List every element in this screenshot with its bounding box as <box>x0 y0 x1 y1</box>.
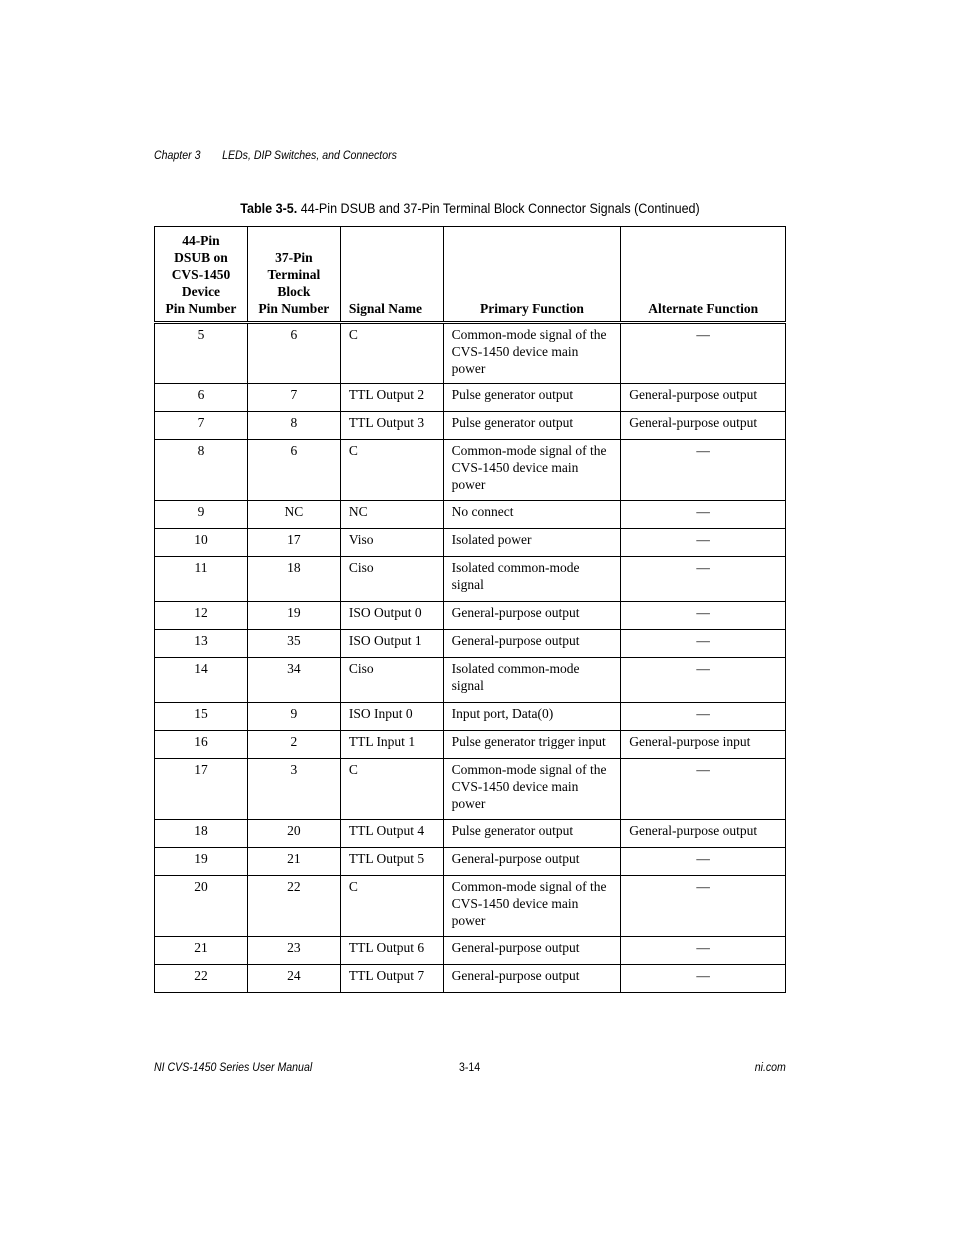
header-dsub-pin <box>155 227 248 323</box>
cell-primary-function: Pulse generator output <box>443 820 621 848</box>
cell-dsub-pin: 16 <box>155 731 248 759</box>
header-alternate-function <box>621 227 786 323</box>
table-header-row <box>155 227 786 323</box>
cell-terminal-pin: 8 <box>247 412 340 440</box>
cell-alternate-function: — <box>621 965 786 993</box>
header-line: Block <box>277 284 311 299</box>
table-row <box>155 323 786 384</box>
cell-alternate-function: General-purpose output <box>621 412 786 440</box>
cell-dsub-pin: 20 <box>155 876 248 937</box>
cell-alternate-function: — <box>621 323 786 384</box>
chapter-label: Chapter 3 <box>154 150 201 162</box>
table-row <box>155 501 786 529</box>
cell-alternate-function: — <box>621 630 786 658</box>
cell-signal-name: C <box>340 759 443 820</box>
cell-dsub-pin: 12 <box>155 602 248 630</box>
table-row <box>155 703 786 731</box>
table-body <box>155 323 786 993</box>
cell-terminal-pin: 18 <box>247 557 340 602</box>
cell-terminal-pin: 19 <box>247 602 340 630</box>
footer-manual-title: NI CVS-1450 Series User Manual <box>154 1062 313 1074</box>
cell-primary-function: Pulse generator output <box>443 412 621 440</box>
cell-dsub-pin: 14 <box>155 658 248 703</box>
cell-alternate-function: — <box>621 703 786 731</box>
cell-dsub-pin: 11 <box>155 557 248 602</box>
cell-terminal-pin: 35 <box>247 630 340 658</box>
cell-signal-name: TTL Output 4 <box>340 820 443 848</box>
cell-primary-function: Common-mode signal of the CVS-1450 device main power <box>443 440 621 501</box>
header-line: 37-Pin <box>275 250 313 265</box>
cell-signal-name: Ciso <box>340 658 443 703</box>
header-line: Primary Function <box>480 301 584 316</box>
table-row <box>155 937 786 965</box>
cell-alternate-function: — <box>621 501 786 529</box>
cell-signal-name: TTL Output 2 <box>340 384 443 412</box>
cell-alternate-function: — <box>621 529 786 557</box>
cell-dsub-pin: 19 <box>155 848 248 876</box>
header-line: Alternate Function <box>648 301 759 316</box>
cell-terminal-pin: 3 <box>247 759 340 820</box>
table-row <box>155 658 786 703</box>
cell-signal-name: C <box>340 876 443 937</box>
header-signal-name <box>340 227 443 323</box>
table-row <box>155 965 786 993</box>
table-caption-label: Table 3-5. <box>240 201 298 216</box>
cell-alternate-function: — <box>621 440 786 501</box>
cell-dsub-pin: 6 <box>155 384 248 412</box>
cell-signal-name: ISO Output 1 <box>340 630 443 658</box>
cell-dsub-pin: 17 <box>155 759 248 820</box>
cell-signal-name: C <box>340 323 443 384</box>
cell-terminal-pin: 23 <box>247 937 340 965</box>
cell-signal-name: TTL Output 7 <box>340 965 443 993</box>
cell-terminal-pin: 22 <box>247 876 340 937</box>
cell-alternate-function: — <box>621 876 786 937</box>
cell-signal-name: TTL Output 6 <box>340 937 443 965</box>
cell-signal-name: Viso <box>340 529 443 557</box>
table-row <box>155 602 786 630</box>
header-line: Terminal <box>267 267 321 282</box>
cell-dsub-pin: 8 <box>155 440 248 501</box>
cell-alternate-function: — <box>621 848 786 876</box>
cell-alternate-function: — <box>621 658 786 703</box>
cell-signal-name: TTL Output 3 <box>340 412 443 440</box>
cell-alternate-function: General-purpose output <box>621 384 786 412</box>
cell-terminal-pin: 34 <box>247 658 340 703</box>
table-row <box>155 440 786 501</box>
table-caption-text: 44-Pin DSUB and 37-Pin Terminal Block Connector Signals (Continued) <box>300 201 700 216</box>
cell-signal-name: C <box>340 440 443 501</box>
cell-primary-function: Isolated power <box>443 529 621 557</box>
table-row <box>155 630 786 658</box>
cell-terminal-pin: 6 <box>247 323 340 384</box>
cell-alternate-function: — <box>621 937 786 965</box>
connector-signals-table <box>154 226 786 993</box>
cell-primary-function: Pulse generator trigger input <box>443 731 621 759</box>
cell-alternate-function: General-purpose output <box>621 820 786 848</box>
header-primary-function <box>443 227 621 323</box>
table-row <box>155 557 786 602</box>
chapter-title: LEDs, DIP Switches, and Connectors <box>222 150 397 162</box>
cell-primary-function: Isolated common-mode signal <box>443 658 621 703</box>
cell-primary-function: Input port, Data(0) <box>443 703 621 731</box>
cell-terminal-pin: 6 <box>247 440 340 501</box>
cell-signal-name: ISO Input 0 <box>340 703 443 731</box>
cell-terminal-pin: 7 <box>247 384 340 412</box>
table-row <box>155 731 786 759</box>
cell-alternate-function: — <box>621 759 786 820</box>
header-terminal-pin <box>247 227 340 323</box>
cell-dsub-pin: 10 <box>155 529 248 557</box>
cell-primary-function: Isolated common-mode signal <box>443 557 621 602</box>
cell-primary-function: General-purpose output <box>443 602 621 630</box>
header-line: Device <box>181 284 221 299</box>
cell-terminal-pin: 21 <box>247 848 340 876</box>
cell-terminal-pin: 20 <box>247 820 340 848</box>
cell-primary-function: Common-mode signal of the CVS-1450 device main power <box>443 323 621 384</box>
table-row <box>155 384 786 412</box>
header-line: Pin Number <box>258 301 330 316</box>
cell-primary-function: Common-mode signal of the CVS-1450 device main power <box>443 759 621 820</box>
header-line: DSUB on <box>174 250 228 265</box>
cell-terminal-pin: 9 <box>247 703 340 731</box>
cell-dsub-pin: 18 <box>155 820 248 848</box>
cell-primary-function: Pulse generator output <box>443 384 621 412</box>
table-row <box>155 848 786 876</box>
cell-terminal-pin: NC <box>247 501 340 529</box>
cell-dsub-pin: 15 <box>155 703 248 731</box>
cell-dsub-pin: 9 <box>155 501 248 529</box>
running-header <box>154 150 397 162</box>
cell-dsub-pin: 21 <box>155 937 248 965</box>
footer-site: ni.com <box>754 1062 786 1074</box>
cell-dsub-pin: 22 <box>155 965 248 993</box>
table-row <box>155 876 786 937</box>
cell-primary-function: General-purpose output <box>443 965 621 993</box>
cell-primary-function: No connect <box>443 501 621 529</box>
cell-terminal-pin: 24 <box>247 965 340 993</box>
cell-dsub-pin: 7 <box>155 412 248 440</box>
cell-alternate-function: — <box>621 602 786 630</box>
header-line: CVS-1450 <box>171 267 231 282</box>
header-line: Pin Number <box>165 301 237 316</box>
cell-primary-function: General-purpose output <box>443 848 621 876</box>
cell-terminal-pin: 2 <box>247 731 340 759</box>
cell-signal-name: NC <box>340 501 443 529</box>
table-row <box>155 759 786 820</box>
cell-signal-name: Ciso <box>340 557 443 602</box>
table-row <box>155 412 786 440</box>
footer-page-number: 3-14 <box>459 1062 481 1074</box>
cell-primary-function: General-purpose output <box>443 937 621 965</box>
cell-dsub-pin: 13 <box>155 630 248 658</box>
cell-terminal-pin: 17 <box>247 529 340 557</box>
table-row <box>155 820 786 848</box>
header-line: Signal Name <box>348 301 422 316</box>
cell-signal-name: TTL Input 1 <box>340 731 443 759</box>
cell-primary-function: Common-mode signal of the CVS-1450 device main power <box>443 876 621 937</box>
cell-dsub-pin: 5 <box>155 323 248 384</box>
table-caption <box>176 201 764 216</box>
cell-signal-name: ISO Output 0 <box>340 602 443 630</box>
header-line: 44-Pin <box>182 233 220 248</box>
cell-primary-function: General-purpose output <box>443 630 621 658</box>
table-row <box>155 529 786 557</box>
cell-alternate-function: — <box>621 557 786 602</box>
cell-alternate-function: General-purpose input <box>621 731 786 759</box>
cell-signal-name: TTL Output 5 <box>340 848 443 876</box>
